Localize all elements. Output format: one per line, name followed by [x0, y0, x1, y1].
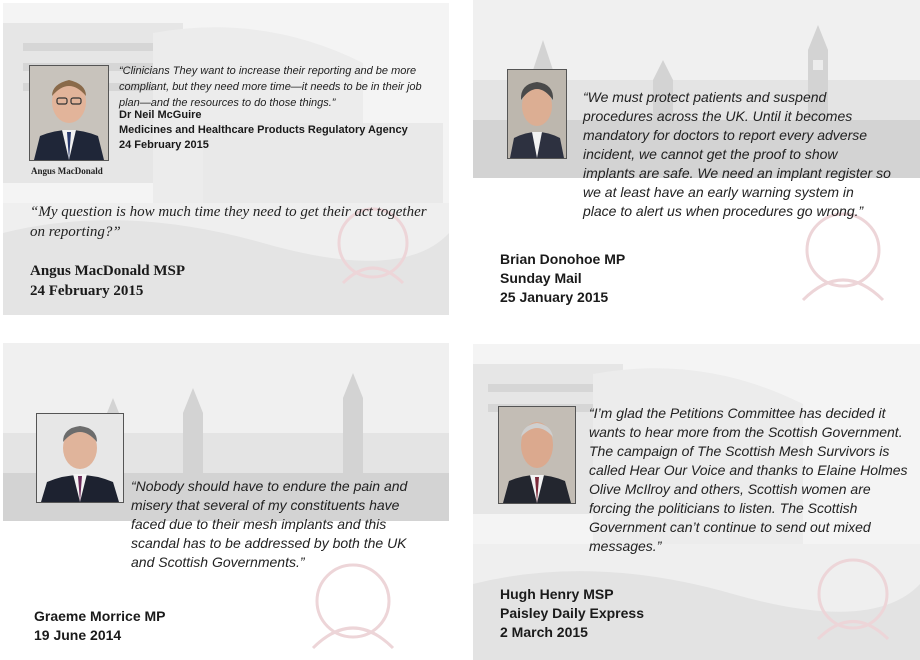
- attribution: [34, 607, 166, 645]
- quote-card-macdonald: [3, 3, 449, 315]
- attribution: [500, 585, 644, 642]
- speaker-name: Hugh Henry MSP: [500, 586, 614, 602]
- quote-date: 24 February 2015: [30, 283, 144, 299]
- main-quote: “Nobody should have to endure the pain and misery that several of my constituents have faced due to their mesh implants and this scandal has to be addressed by both the UK and Scottish Governments.”: [131, 478, 408, 570]
- attribution: [30, 261, 185, 301]
- quote-card-henry: [473, 344, 920, 660]
- main-quote: “I’m glad the Petitions Committee has decided it wants to hear more from the Scottish Government. The campaign of The Scottish Mesh Survivors is called Hear Our Voice and thanks to Elaine Holmes Olive McIlroy and others, Scottish women are forcing the politicians to listen. The Scottish Government can’t continue to send out mixed messages.”: [589, 405, 908, 554]
- quote-date: 19 June 2014: [34, 627, 122, 643]
- inner-attribution: [119, 108, 408, 153]
- portrait-angus-macdonald: [29, 65, 109, 161]
- portrait-hugh-henry: [498, 406, 576, 504]
- quote-date: 2 March 2015: [500, 624, 588, 640]
- inner-quote: “Clinicians They want to increase their reporting and be more compliant, but they need more time—it needs to be in their job plan—and the resources to do those things.”: [119, 65, 422, 109]
- speaker-name: Angus MacDonald MSP: [30, 263, 186, 279]
- speaker-name: Graeme Morrice MP: [34, 608, 166, 624]
- main-quote: “We must protect patients and suspend procedures across the UK. Until it becomes mandatory for doctors to report every adverse incident, we cannot get the proof to show implants are safe. We need an implant register so we at least have an early warning system in place to alert us when procedures go wrong.”: [583, 89, 891, 219]
- inner-name: Dr Neil McGuire: [119, 109, 202, 121]
- quote-card-donohoe: [473, 0, 920, 318]
- portrait-brian-donohoe: [507, 69, 567, 159]
- quote-date: 25 January 2015: [500, 289, 609, 305]
- portrait-graeme-morrice: [36, 413, 124, 503]
- speaker-name: Brian Donohoe MP: [500, 251, 626, 267]
- quote-source: Sunday Mail: [500, 270, 582, 286]
- inner-date: 24 February 2015: [119, 139, 209, 151]
- main-quote: “My question is how much time they need to get their act together on reporting?”: [30, 204, 427, 240]
- quote-card-morrice: [3, 343, 449, 660]
- quote-source: Paisley Daily Express: [500, 605, 644, 621]
- photo-caption: Angus MacDonald: [31, 166, 103, 176]
- inner-organisation: Medicines and Healthcare Products Regulatory Agency: [119, 124, 408, 136]
- attribution: [500, 250, 625, 307]
